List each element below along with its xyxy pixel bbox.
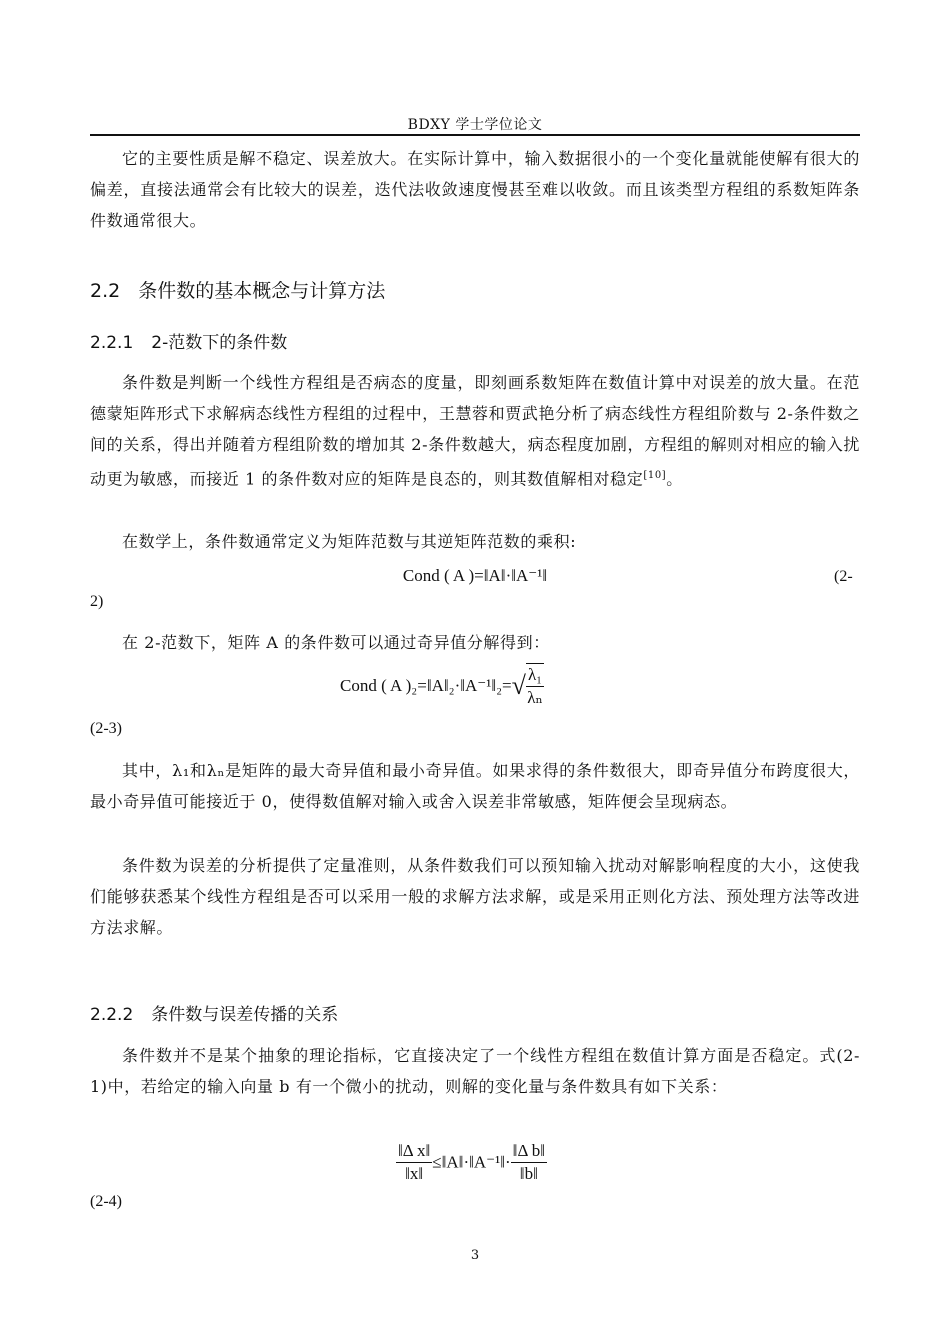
paragraph-5: 其中，λ₁和λₙ是矩阵的最大奇异值和最小奇异值。如果求得的条件数很大，即奇异值分布跨度很大，最小奇异值可能接近于 0，使得数值解对输入或舍入误差非常敏感，矩阵便会呈现病态。 xyxy=(90,761,860,811)
header-rule xyxy=(90,134,860,136)
paragraph-7: 条件数并不是某个抽象的理论指标，它直接决定了一个线性方程组在数值计算方面是否稳定。式(2-1)中，若给定的输入向量 b 有一个微小的扰动，则解的变化量与条件数具有如下关系： xyxy=(90,1046,860,1096)
fraction-numerator: λ₁ xyxy=(526,664,544,687)
equation-number: (2- xyxy=(834,568,853,585)
paragraph-text: 条件数是判断一个线性方程组是否病态的度量，即刻画系数矩阵在数值计算中对误差的放大量。在范德蒙矩阵形式下求解病态线性方程组的过程中，王慧蓉和贾武艳分析了病态线性方程组阶数与 2-条件数之间的关系，得出并随着方程组阶数的增加其 2-条件数越大，病态程度加剧，方程组的解则对相应的输入扰动更为敏感，而接近 1 的条件数对应的矩阵是良态的，则其数值解相对稳定 xyxy=(90,373,860,489)
paragraph-end: 。 xyxy=(666,469,683,489)
section-number: 2.2 xyxy=(90,280,121,302)
fraction-denominator: ‖x‖ xyxy=(405,1164,424,1183)
fraction-left xyxy=(396,1140,432,1185)
sqrt-icon: √ xyxy=(511,671,526,700)
fraction xyxy=(526,663,544,709)
section-2-2-1-heading xyxy=(90,328,287,353)
equation-number: 2) xyxy=(90,593,104,610)
page-header: BDXY 学士学位论文 xyxy=(407,117,543,133)
section-title: 条件数与误差传播的关系 xyxy=(151,1005,339,1025)
paragraph-4: 在 2-范数下，矩阵 A 的条件数可以通过奇异值分解得到： xyxy=(122,633,550,652)
section-title: 条件数的基本概念与计算方法 xyxy=(138,280,386,302)
section-title: 2-范数下的条件数 xyxy=(151,333,288,353)
equation-2-4 xyxy=(396,1140,547,1185)
equation-number: (2-4) xyxy=(90,1193,122,1210)
equation-middle: ≤‖A‖·‖A⁻¹‖· xyxy=(432,1152,511,1172)
citation: [10] xyxy=(643,470,667,481)
fraction-denominator: λₙ xyxy=(527,688,543,707)
fraction-right xyxy=(511,1140,547,1185)
equation-left: Cond ( A )₂=‖A‖₂·‖A⁻¹‖₂= xyxy=(340,676,512,695)
equation-2-3 xyxy=(340,663,544,709)
section-2-2-heading xyxy=(90,276,385,303)
page-number: 3 xyxy=(470,1248,480,1263)
fraction-numerator: ‖Δ x‖ xyxy=(396,1140,432,1163)
equation-2-2: Cond ( A )=‖A‖·‖A⁻¹‖ xyxy=(402,566,548,585)
fraction-denominator: ‖b‖ xyxy=(519,1164,538,1183)
section-number: 2.2.2 xyxy=(90,1005,134,1025)
equation-number: (2-3) xyxy=(90,720,122,737)
section-number: 2.2.1 xyxy=(90,333,134,353)
paragraph-6: 条件数为误差的分析提供了定量准则，从条件数我们可以预知输入扰动对解影响程度的大小，这使我们能够获悉某个线性方程组是否可以采用一般的求解方法求解，或是采用正则化方法、预处理方法等改进方法求解。 xyxy=(90,856,860,937)
section-2-2-2-heading xyxy=(90,1000,338,1025)
paragraph-2 xyxy=(90,367,860,494)
fraction-numerator: ‖Δ b‖ xyxy=(511,1140,547,1163)
paragraph-1: 它的主要性质是解不稳定、误差放大。在实际计算中，输入数据很小的一个变化量就能使解有很大的偏差，直接法通常会有比较大的误差，迭代法收敛速度慢甚至难以收敛。而且该类型方程组的系数矩阵条件数通常很大。 xyxy=(90,149,860,230)
paragraph-3: 在数学上，条件数通常定义为矩阵范数与其逆矩阵范数的乘积: xyxy=(122,532,577,551)
